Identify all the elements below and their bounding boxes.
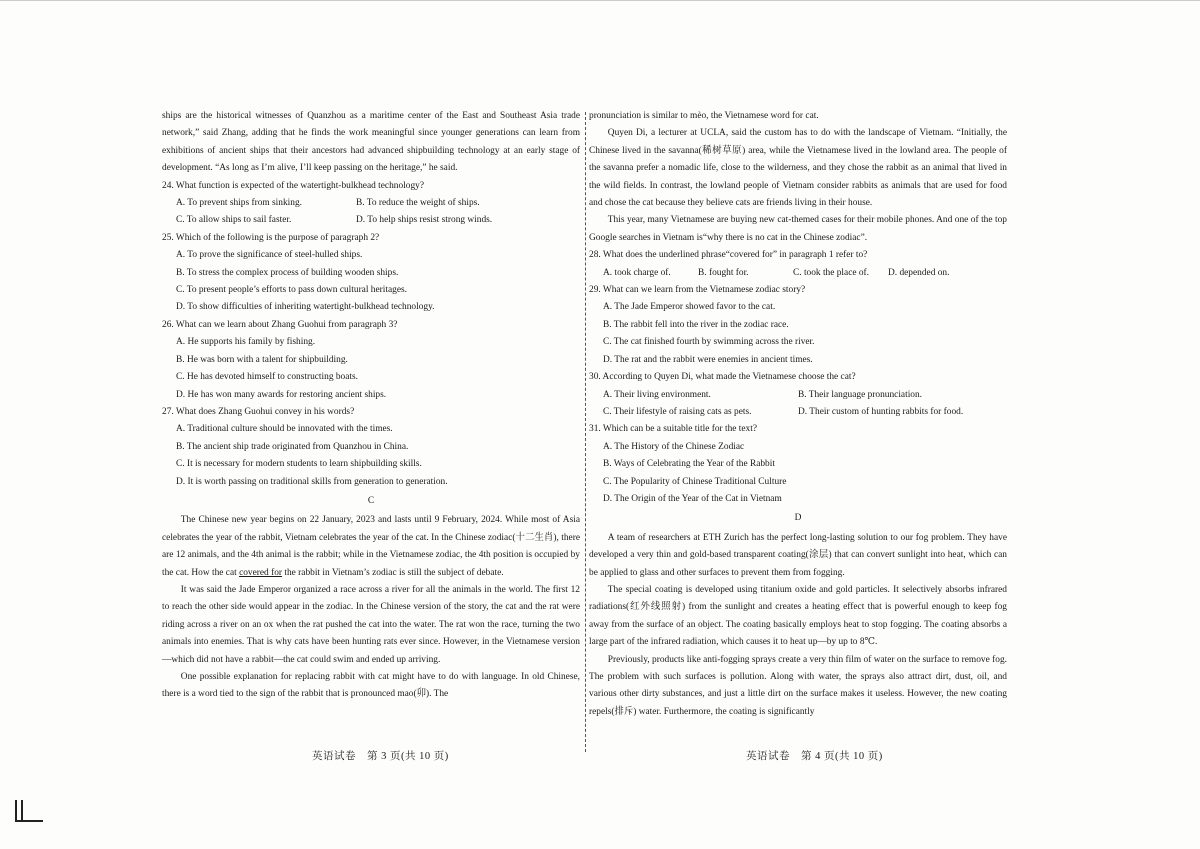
section-c-heading: C bbox=[367, 495, 375, 506]
option-a: A. Their living environment. bbox=[603, 389, 711, 400]
question-25 bbox=[162, 230, 580, 317]
option-b: B. The ancient ship trade originated from Quanzhou in China. bbox=[176, 441, 409, 452]
option-c: C. To allow ships to sail faster. bbox=[176, 215, 292, 226]
question-stem: 29. What can we learn from the Vietnamese zodiac story? bbox=[589, 285, 806, 296]
passage-b-paragraph-end: ships are the historical witnesses of Quanzhou as a maritime center of the East and Southeast Asia trade network,” said Zhang, adding that he finds the work meaningful since younger generations can learn from exhibitions of ancient ships that their ancestors had advanced shipbuilding technology at an early stage of development. “As long as I’m alive, I’ll keep passing on the heritage,” he said. bbox=[162, 111, 580, 174]
option-c: C. The cat finished fourth by swimming across the river. bbox=[603, 337, 815, 348]
option-d: D. To show difficulties of inheriting watertight-bulkhead technology. bbox=[176, 302, 435, 313]
question-26 bbox=[162, 317, 580, 404]
option-d: D. depended on. bbox=[888, 267, 950, 278]
option-c: C. It is necessary for modern students to learn shipbuilding skills. bbox=[176, 459, 422, 470]
paragraph-text: the rabbit in Vietnam’s zodiac is still the subject of debate. bbox=[282, 567, 504, 578]
question-stem: 27. What does Zhang Guohui convey in his words? bbox=[162, 406, 355, 417]
scan-corner-mark bbox=[13, 800, 43, 822]
passage-c-paragraph-5: This year, many Vietnamese are buying new cat-themed cases for their mobile phones. And one of the top Google searches in Vietnam is“why there is no cat in the Chinese zodiac”. bbox=[589, 215, 1007, 243]
question-stem: 31. Which can be a suitable title for the text? bbox=[589, 424, 757, 435]
option-a: A. took charge of. bbox=[603, 267, 671, 278]
question-29 bbox=[589, 282, 1007, 369]
passage-d-paragraph-3: Previously, products like anti-fogging sprays create a very thin film of water on the surface to remove fog. The problem with such surfaces is pollution. Along with water, the sprays also attract dirt, dust, oil, and various other dirty substances, and just a little dirt on the surface makes it useless. However, the new coating repels(排斥) water. Furthermore, the coating is significantly bbox=[589, 654, 1007, 717]
option-b: B. The rabbit fell into the river in the zodiac race. bbox=[603, 319, 789, 330]
option-b: B. Their language pronunciation. bbox=[798, 389, 923, 400]
option-a: A. The History of the Chinese Zodiac bbox=[603, 441, 745, 452]
option-d: D. The rat and the rabbit were enemies in ancient times. bbox=[603, 354, 813, 365]
question-27 bbox=[162, 404, 580, 491]
option-a: A. To prevent ships from sinking. bbox=[176, 198, 302, 209]
option-a: A. He supports his family by fishing. bbox=[176, 337, 316, 348]
left-column bbox=[162, 108, 580, 704]
option-a: A. Traditional culture should be innovated with the times. bbox=[176, 424, 393, 435]
scan-edge bbox=[0, 0, 1200, 1]
option-b: B. He was born with a talent for shipbuilding. bbox=[176, 354, 348, 365]
passage-c-paragraph-3: One possible explanation for replacing rabbit with cat might have to do with language. In old Chinese, there is a word tied to the sign of the rabbit that is pronounced mao(卯). The bbox=[162, 672, 580, 700]
option-d: D. The Origin of the Year of the Cat in Vietnam bbox=[603, 493, 782, 504]
option-d: D. To help ships resist strong winds. bbox=[356, 215, 493, 226]
passage-d-paragraph-2: The special coating is developed using titanium oxide and gold particles. It selectively absorbs infrared radiations(红外线照射) from the sunlight and creates a heating effect that is powerful enough to keep fog away from the surface of an object. The coating basically employs heat to stop fogging. The coating absorbs a large part of the infrared radiation, which causes it to heat up—by up to 8℃. bbox=[589, 584, 1007, 648]
question-stem: 28. What does the underlined phrase“covered for” in paragraph 1 refer to? bbox=[589, 250, 868, 261]
question-28 bbox=[589, 247, 1007, 282]
right-column bbox=[589, 108, 1007, 721]
passage-c-paragraph-1 bbox=[162, 512, 580, 582]
question-stem: 26. What can we learn about Zhang Guohui from paragraph 3? bbox=[162, 319, 398, 330]
option-a: A. The Jade Emperor showed favor to the cat. bbox=[603, 302, 776, 313]
question-30 bbox=[589, 369, 1007, 421]
question-24 bbox=[162, 178, 580, 230]
option-d: D. It is worth passing on traditional skills from generation to generation. bbox=[176, 476, 448, 487]
paragraph-text: The Chinese new year begins on 22 January, 2023 and lasts until 9 February, 2024. While most of Asia celebrates the year of the rabbit, Vietnam celebrates the year of the cat. In the Chinese zodiac(十二生肖), there are 12 animals, and the 4th animal is the rabbit; while in the Vietnamese zodiac, the 4th position is occupied by the cat. How the cat bbox=[162, 515, 580, 578]
page-footer-right: 英语试卷 第 4 页(共 10 页) bbox=[746, 751, 883, 762]
page-footer-left: 英语试卷 第 3 页(共 10 页) bbox=[312, 751, 449, 762]
question-31 bbox=[589, 421, 1007, 508]
passage-c-paragraph-4: Quyen Di, a lecturer at UCLA, said the custom has to do with the landscape of Vietnam. “Initially, the Chinese lived in the savanna(稀树草原) area, while the Vietnamese lived in the lowland area. The people of the savanna prefer a nomadic life, close to the wilderness, and they chose the rabbit as an animal that lived in the wild fields. In contrast, the lowland people of Vietnam consider rabbits as animals that are used for food and chose the cat because they believe cats are friends living in their house. bbox=[589, 128, 1007, 209]
section-d-heading: D bbox=[794, 513, 802, 524]
option-b: B. fought for. bbox=[698, 267, 749, 278]
option-c: C. The Popularity of Chinese Traditional Culture bbox=[603, 476, 787, 487]
question-stem: 30. According to Quyen Di, what made the Vietnamese choose the cat? bbox=[589, 372, 856, 383]
column-divider bbox=[585, 112, 586, 752]
option-d: D. Their custom of hunting rabbits for food. bbox=[798, 406, 964, 417]
option-c: C. He has devoted himself to constructing boats. bbox=[176, 372, 358, 383]
option-c: C. To present people’s efforts to pass down cultural heritages. bbox=[176, 285, 407, 296]
underlined-phrase: covered for bbox=[239, 567, 283, 578]
option-b: B. Ways of Celebrating the Year of the Rabbit bbox=[603, 459, 775, 470]
option-b: B. To reduce the weight of ships. bbox=[356, 198, 480, 209]
option-a: A. To prove the significance of steel-hulled ships. bbox=[176, 250, 363, 261]
option-c: C. took the place of. bbox=[793, 267, 870, 278]
passage-c-paragraph-2: It was said the Jade Emperor organized a race across a river for all the animals in the world. The first 12 to reach the other side would appear in the zodiac. In the Chinese version of the story, the cat and the rat were riding across a river on an ox when the rat pushed the cat into the water. The rat won the race, turning the two animals into enemies. That is why cats have been hunting rats ever since. However, in the Vietnamese version—which did not have a rabbit—the cat could swim and ended up arriving. bbox=[162, 584, 580, 665]
question-stem: 25. Which of the following is the purpose of paragraph 2? bbox=[162, 232, 380, 243]
option-c: C. Their lifestyle of raising cats as pets. bbox=[603, 406, 752, 417]
passage-c-paragraph-3-end: pronunciation is similar to mèo, the Vietnamese word for cat. bbox=[589, 111, 819, 121]
question-stem: 24. What function is expected of the watertight-bulkhead technology? bbox=[162, 180, 424, 191]
option-b: B. To stress the complex process of building wooden ships. bbox=[176, 267, 399, 278]
passage-d-paragraph-1: A team of researchers at ETH Zurich has the perfect long-lasting solution to our fog problem. They have developed a very thin and gold-based transparent coating(涂层) that can convert sunlight into heat, which can be applied to glass and other surfaces to prevent them from fogging. bbox=[589, 532, 1007, 578]
option-d: D. He has won many awards for restoring ancient ships. bbox=[176, 389, 387, 400]
